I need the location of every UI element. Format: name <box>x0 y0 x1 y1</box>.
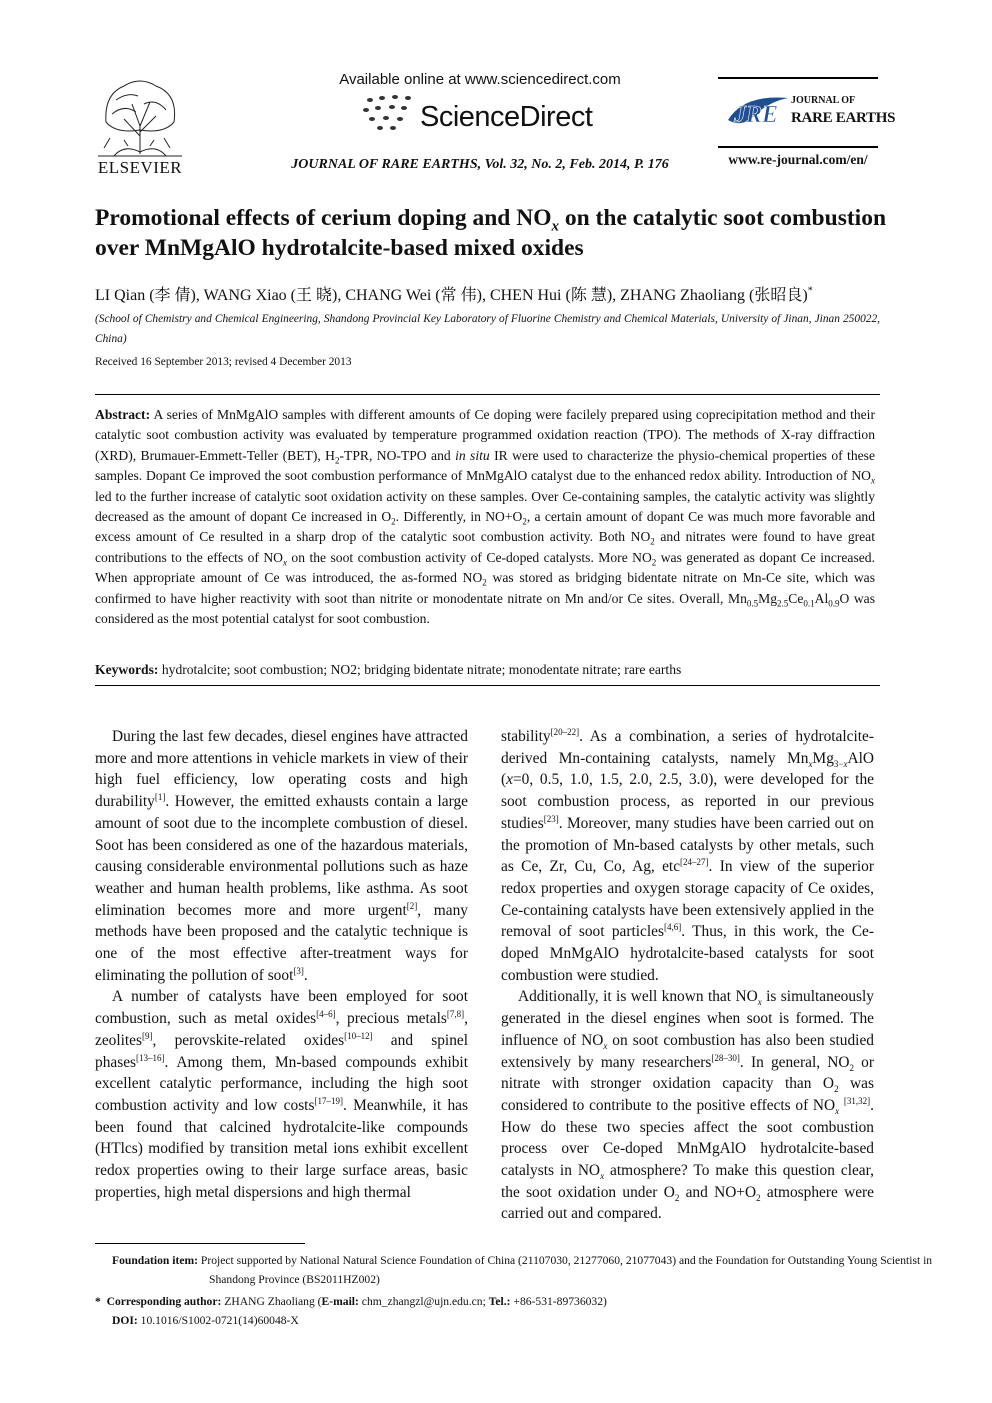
available-online-text: Available online at www.sciencedirect.com <box>339 71 621 88</box>
publisher-name: ELSEVIER <box>97 158 183 177</box>
body-paragraph: Additionally, it is well known that $NO_x$ is simultaneously generated in the diesel engines when soot is formed. The influence of $NO_x$ on soot combustion has also been studied extensively by many researchers[28–30]. In general, $NO_2$ or nitrate with stronger oxidation capacity than $O_2$ was considered to contribute to the positive effects of $NO_x$ [31,32]. How do these two species affect the soot combustion process over Ce-doped MnMgAlO hydrotalcite-based catalysts in $NO_x$ atmosphere? To make this question clear, the soot oxidation under $O_2$ and $NO+O_2$ atmosphere were carried out and compared. <box>501 988 875 1223</box>
journal-citation: JOURNAL OF RARE EARTHS, Vol. 32, No. 2, Feb. 2014, P. 176 <box>291 157 669 172</box>
doi-footnote: DOI: 10.1016/S1002-0721(14)60048-X <box>112 1314 299 1327</box>
keywords: Keywords: hydrotalcite; soot combustion; NO2; bridging bidentate nitrate; monodentate nitrate; rare earths <box>95 662 682 677</box>
email-link[interactable]: chm_zhangzl@ujn.edu.cn <box>361 1295 483 1308</box>
body-paragraph: During the last few decades, diesel engines have attracted more and more attentions in vehicle markets in view of their high fuel efficiency, low operating costs and high durability[1]. However, the emitted exhausts contain a large amount of soot due to the incomplete combustion of diesel. Soot has been considered as one of the hazardous materials, causing considerable environmental pollutions such as haze weather and human health problems, like asthma. As soot elimination becomes more and more urgent[2], many methods have been proposed and the catalytic technique is one of the most effective after-treatment ways for eliminating the pollution of soot[3]. <box>95 728 468 984</box>
abstract: Abstract: A series of MnMgAlO samples with different amounts of Ce doping were facilely prepared using coprecipitation method and their catalytic soot combustion activity was evaluated by temperature programmed oxidation reaction (TPO). The methods of X-ray diffraction (XRD), Brumauer-Emmett-Teller (BET), $H_2$-TPR, NO-TPO and in situ IR were used to characterize the physio-chemical properties of these samples. Dopant Ce improved the soot combustion performance of MnMgAlO catalyst due to the enhanced redox ability. Introduction of $NO_x$ led to the further increase of catalytic soot oxidation activity on these samples. Over Ce-containing samples, the catalytic activity was slightly decreased as the amount of dopant Ce increased in $O_2$. Differently, in $NO+O_2$, a certain amount of dopant Ce was much more favorable and excess amount of Ce resulted in a sharp drop of the catalytic soot combustion activity. Both $NO_2$ and nitrates were found to have great contributions to the effects of $NO_x$ on the soot combustion activity of Ce-doped catalysts. More $NO_2$ was generated as dopant Ce increased. When appropriate amount of Ce was introduced, the as-formed $NO_2$ was stored as bridging bidentate nitrate on Mn-Ce site, which was confirmed to have higher reactivity with soot than nitrite or monodentate nitrate on Mn and/or Ce sites. Overall, $Mn_{0.5}Mg_{2.5}Ce_{0.1}Al_{0.9}O$ was considered as the most potential catalyst for soot combustion. <box>95 407 876 627</box>
journal-logo-line2: RARE EARTHS <box>791 110 896 126</box>
abstract-top-rule <box>95 394 880 395</box>
body-column-left <box>95 726 468 1203</box>
author-list: LI Qian (李 倩), WANG Xiao (王 晓), CHANG Wei (常 伟), CHEN Hui (陈 慧), ZHANG Zhaoliang (张昭良)* <box>95 285 813 304</box>
corresponding-author-footnote: * Corresponding author: ZHANG Zhaoliang (E-mail: chm_zhangzl@ujn.edu.cn; Tel.: +86-531-89736032) <box>95 1295 607 1308</box>
jre-logo-icon <box>724 90 792 132</box>
svg-text:JRE: JRE <box>734 102 779 128</box>
sciencedirect-wordmark: ScienceDirect <box>420 101 593 133</box>
body-paragraph: A number of catalysts have been employed for soot combustion, such as metal oxides[4–6], precious metals[7,8], zeolites[9], perovskite-related oxides[10–12] and spinel phases[13–16]. Among them, Mn-based compounds exhibit excellent catalytic performance, including the high soot combustion activity and low costs[17–19]. Meanwhile, it has been found that calcined hydrotalcite-like compounds (HTlcs) modified by transition metal ions exhibit excellent redox properties owing to their large surface areas, basic properties, high metal dispersions and high thermal <box>95 988 468 1201</box>
footnote-rule <box>95 1243 305 1244</box>
foundation-footnote: Foundation item: Project supported by National Natural Science Foundation of China (21107030, 21277060, 21077043) and the Foundation for Outstanding Young Scientist in Shandong Province (BS2011HZ002) <box>112 1254 933 1286</box>
abstract-bottom-rule <box>95 685 880 686</box>
journal-url-link[interactable]: www.re-journal.com/en/ <box>728 152 868 167</box>
body-paragraph: stability[20–22]. As a combination, a series of hydrotalcite-derived Mn-containing catalysts, namely $Mn_xMg_{3-x}AlO$ (x=0, 0.5, 1.0, 1.5, 2.0, 2.5, 3.0), were developed for the soot combustion process, as reported in our previous studies[23]. Moreover, many studies have been carried out on the promotion of Mn-based catalysts by other metals, such as Ce, Zr, Cu, Co, Ag, etc[24–27]. In view of the superior redox properties and oxygen storage capacity of Ce oxides, Ce-containing catalysts have been extensively applied in the removal of soot particles[4,6]. Thus, in this work, the Ce-doped MnMgAlO hydrotalcite-based catalysts for soot combustion were studied. <box>501 726 874 984</box>
received-dates: Received 16 September 2013; revised 4 December 2013 <box>95 356 352 368</box>
doi-link[interactable]: 10.1016/S1002-0721(14)60048-X <box>140 1314 299 1327</box>
journal-logo-rule-bottom <box>718 146 878 148</box>
journal-logo-line1: JOURNAL OF <box>791 95 856 106</box>
sciencedirect-dots-icon <box>360 94 420 134</box>
journal-logo-rule-top <box>718 77 878 79</box>
article-title: Promotional effects of cerium doping and $NO_x$ on the catalytic soot combustion over MnMgAlO hydrotalcite-based mixed oxides <box>95 205 887 261</box>
affiliation: (School of Chemistry and Chemical Engineering, Shandong Provincial Key Laboratory of Fluorine Chemistry and Chemical Materials, University of Jinan, Jinan 250022, China) <box>95 313 880 345</box>
body-column-right <box>501 726 874 1225</box>
